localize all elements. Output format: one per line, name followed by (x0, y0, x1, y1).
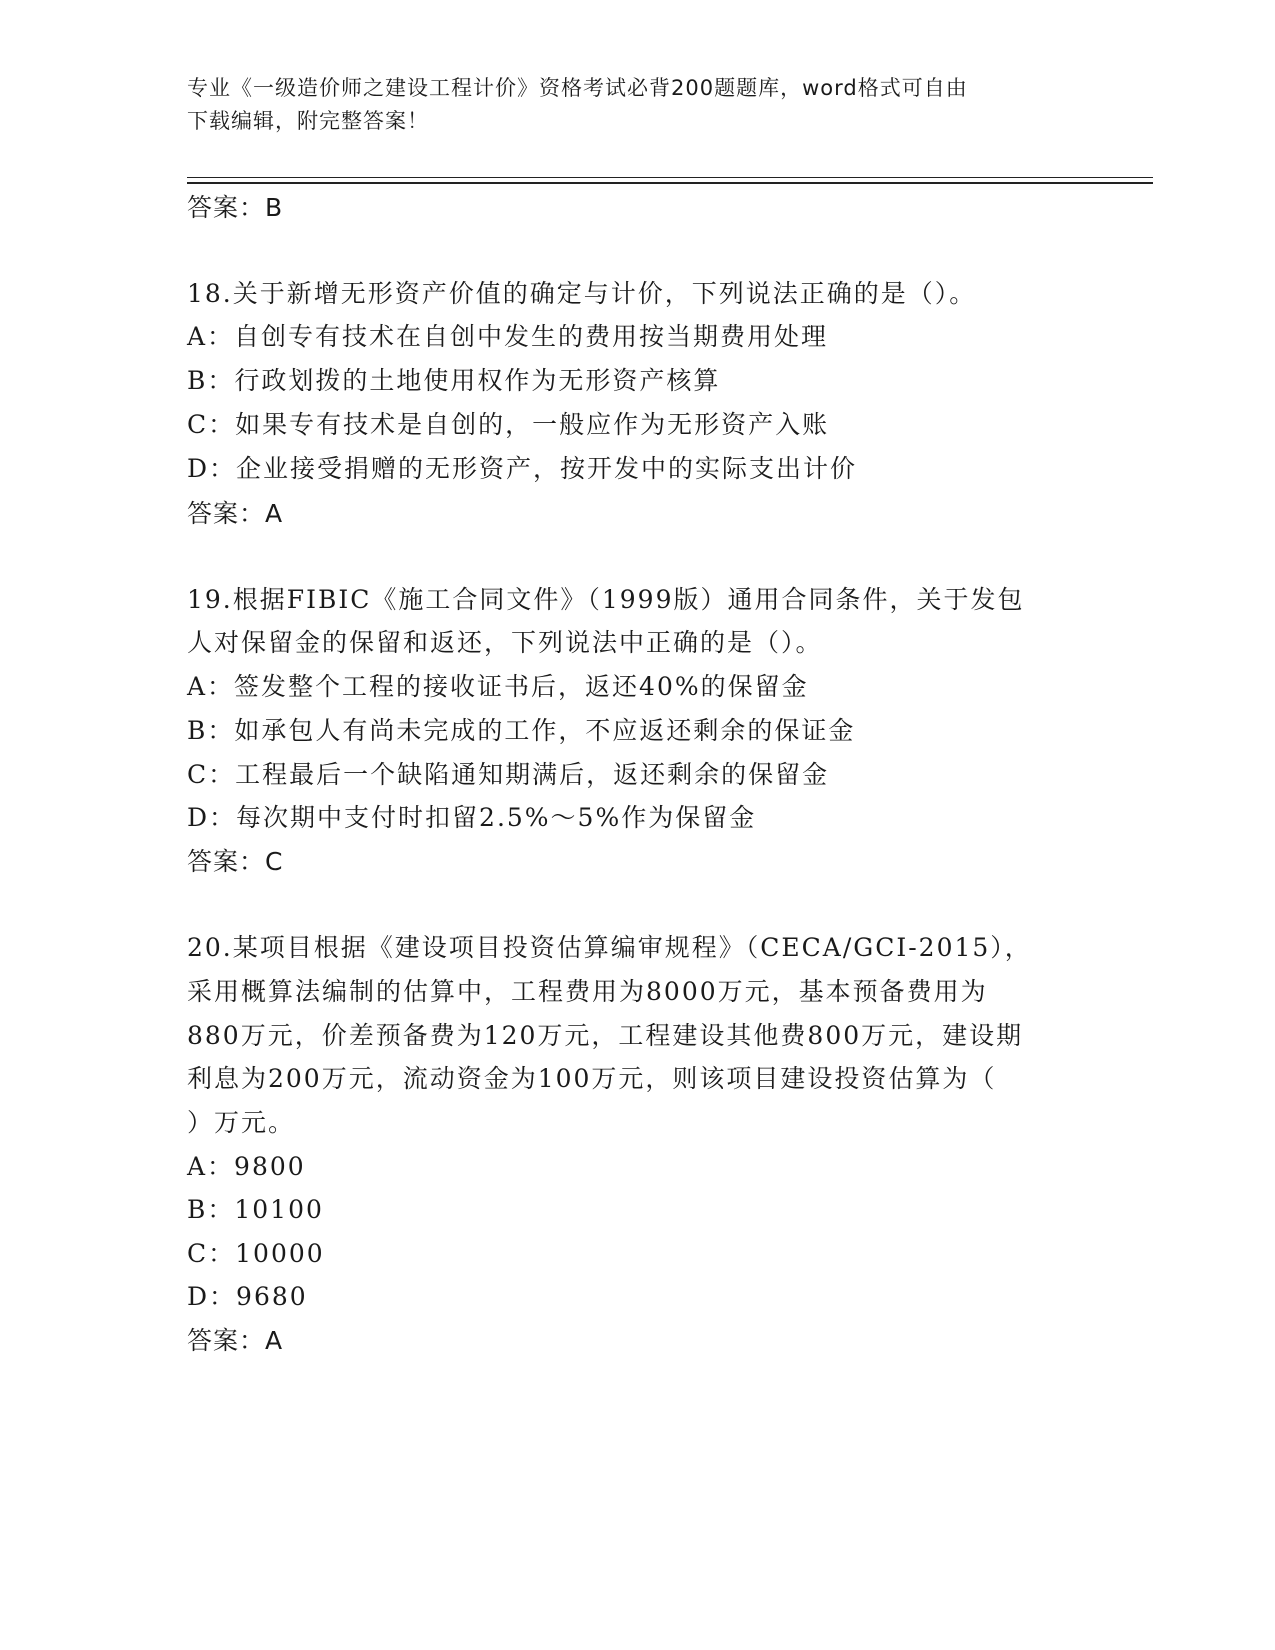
option-c: C：如果专有技术是自创的，一般应作为无形资产入账 (187, 410, 830, 439)
header-line-2: 下载编辑，附完整答案！ (187, 109, 429, 133)
question-stem-line-5: ）万元。 (187, 1108, 296, 1137)
question-stem-line-1: 19.根据FIBIC《施工合同文件》（1999版）通用合同条件，关于发包 (187, 585, 1025, 614)
option-d: D：9680 (187, 1282, 308, 1311)
answer: 答案：A (187, 1326, 284, 1355)
option-c: C：10000 (187, 1239, 325, 1268)
option-a: A：9800 (187, 1152, 306, 1181)
answer: 答案：A (187, 499, 284, 528)
document-header (187, 72, 1087, 138)
answer: 答案：C (187, 847, 284, 876)
question-stem-line-1: 20.某项目根据《建设项目投资估算编审规程》（CECA/GCI-2015）， (187, 933, 1032, 962)
option-a: A：签发整个工程的接收证书后，返还40%的保留金 (187, 672, 809, 701)
question-stem: 18.关于新增无形资产价值的确定与计价，下列说法正确的是（）。 (187, 279, 977, 308)
option-d: D：企业接受捐赠的无形资产，按开发中的实际支出计价 (187, 454, 858, 483)
option-b: B：行政划拨的土地使用权作为无形资产核算 (187, 366, 721, 395)
option-a: A：自创专有技术在自创中发生的费用按当期费用处理 (187, 322, 829, 351)
question-stem-line-4: 利息为200万元，流动资金为100万元，则该项目建设投资估算为（ (187, 1064, 997, 1093)
header-divider-thin (187, 177, 1153, 178)
header-line-1: 专业《一级造价师之建设工程计价》资格考试必背200题题库，word格式可自由 (187, 76, 968, 100)
question-stem-line-2: 人对保留金的保留和返还，下列说法中正确的是（）。 (187, 628, 823, 657)
question-stem-line-2: 采用概算法编制的估算中，工程费用为8000万元，基本预备费用为 (187, 977, 988, 1006)
question-stem-line-3: 880万元，价差预备费为120万元，工程建设其他费800万元，建设期 (187, 1021, 1024, 1050)
option-b: B：10100 (187, 1195, 324, 1224)
previous-answer: 答案：B (187, 193, 284, 222)
option-d: D：每次期中支付时扣留2.5%～5%作为保留金 (187, 803, 757, 832)
option-c: C：工程最后一个缺陷通知期满后，返还剩余的保留金 (187, 760, 830, 789)
header-divider-thick (187, 182, 1153, 184)
option-b: B：如承包人有尚未完成的工作，不应返还剩余的保证金 (187, 716, 856, 745)
